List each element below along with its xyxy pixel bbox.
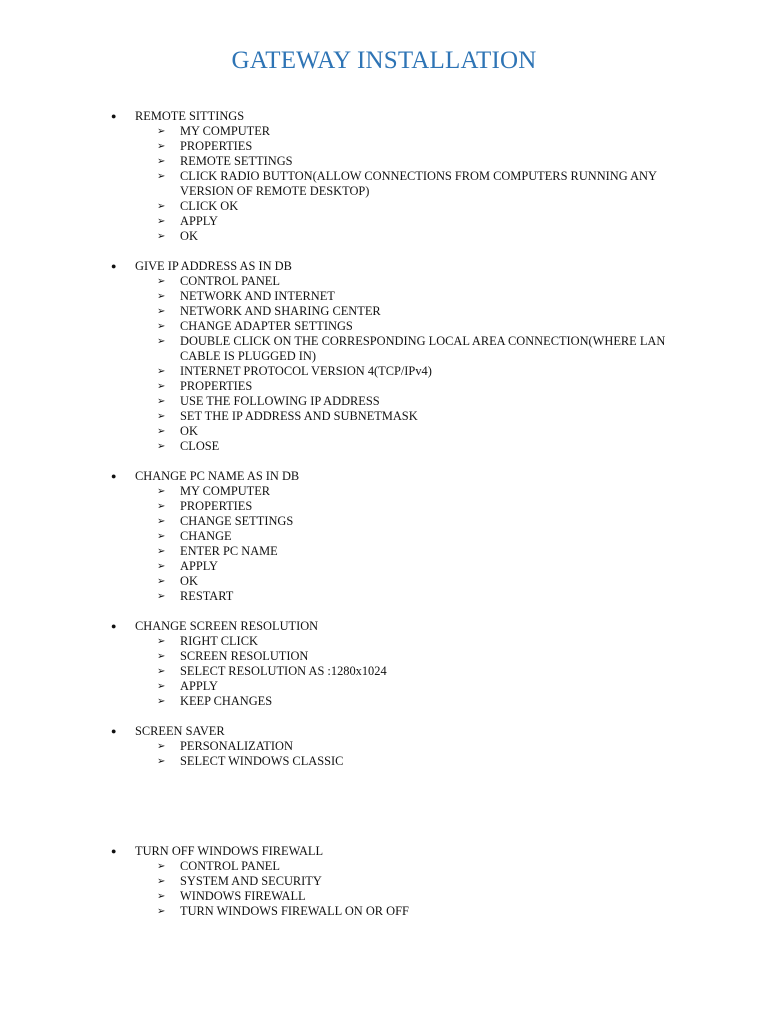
arrow-bullet-icon: ➢: [157, 906, 166, 917]
step-item: [0, 874, 768, 889]
step-item: [0, 379, 768, 394]
step-text: DOUBLE CLICK ON THE CORRESPONDING LOCAL AREA CONNECTION(WHERE LAN CABLE IS PLUGGED IN): [180, 334, 666, 363]
step-text: CONTROL PANEL: [180, 859, 280, 873]
step-text: NETWORK AND INTERNET: [180, 289, 335, 303]
step-item: [0, 499, 768, 514]
step-text: CHANGE ADAPTER SETTINGS: [180, 319, 353, 333]
arrow-bullet-icon: ➢: [157, 651, 166, 662]
arrow-bullet-icon: ➢: [157, 336, 166, 347]
page-title: GATEWAY INSTALLATION: [231, 47, 537, 74]
step-item: [0, 859, 768, 874]
arrow-bullet-icon: ➢: [157, 696, 166, 707]
arrow-bullet-icon: ➢: [157, 126, 166, 137]
step-item: [0, 439, 768, 454]
arrow-bullet-icon: ➢: [157, 231, 166, 242]
section: [0, 844, 768, 919]
arrow-bullet-icon: ➢: [157, 306, 166, 317]
step-text: USE THE FOLLOWING IP ADDRESS: [180, 394, 380, 408]
arrow-bullet-icon: ➢: [157, 291, 166, 302]
section: [0, 469, 768, 604]
step-text: APPLY: [180, 679, 219, 693]
step-item: [0, 754, 768, 769]
arrow-bullet-icon: ➢: [157, 321, 166, 332]
step-text: NETWORK AND SHARING CENTER: [180, 304, 381, 318]
step-text: SELECT WINDOWS CLASSIC: [180, 754, 344, 768]
step-text: CLICK OK: [180, 199, 239, 213]
step-text: SET THE IP ADDRESS AND SUBNETMASK: [180, 409, 418, 423]
step-text: KEEP CHANGES: [180, 694, 273, 708]
step-text: APPLY: [180, 559, 219, 573]
step-text: RESTART: [180, 589, 234, 603]
bullet-dot-icon: ●: [111, 621, 117, 631]
arrow-bullet-icon: ➢: [157, 441, 166, 452]
arrow-bullet-icon: ➢: [157, 426, 166, 437]
step-item: [0, 169, 768, 199]
step-item: [0, 634, 768, 649]
step-item: [0, 664, 768, 679]
step-text: SYSTEM AND SECURITY: [180, 874, 322, 888]
arrow-bullet-icon: ➢: [157, 756, 166, 767]
step-item: [0, 424, 768, 439]
step-text: PROPERTIES: [180, 499, 253, 513]
section-heading: GIVE IP ADDRESS AS IN DB: [135, 259, 292, 273]
section: [0, 109, 768, 244]
step-text: RIGHT CLICK: [180, 634, 258, 648]
step-item: [0, 739, 768, 754]
step-text: CHANGE SETTINGS: [180, 514, 294, 528]
step-item: [0, 274, 768, 289]
arrow-bullet-icon: ➢: [157, 876, 166, 887]
arrow-bullet-icon: ➢: [157, 381, 166, 392]
step-text: OK: [180, 229, 198, 243]
arrow-bullet-icon: ➢: [157, 411, 166, 422]
step-text: INTERNET PROTOCOL VERSION 4(TCP/IPv4): [180, 364, 432, 378]
arrow-bullet-icon: ➢: [157, 561, 166, 572]
step-text: ENTER PC NAME: [180, 544, 278, 558]
step-text: CHANGE: [180, 529, 232, 543]
step-text: CONTROL PANEL: [180, 274, 280, 288]
step-item: [0, 364, 768, 379]
arrow-bullet-icon: ➢: [157, 216, 166, 227]
bullet-dot-icon: ●: [111, 846, 117, 856]
arrow-bullet-icon: ➢: [157, 576, 166, 587]
arrow-bullet-icon: ➢: [157, 546, 166, 557]
arrow-bullet-icon: ➢: [157, 636, 166, 647]
step-item: [0, 409, 768, 424]
step-item: [0, 394, 768, 409]
bullet-dot-icon: ●: [111, 471, 117, 481]
arrow-bullet-icon: ➢: [157, 171, 166, 182]
step-item: [0, 154, 768, 169]
step-text: OK: [180, 424, 198, 438]
step-item: [0, 214, 768, 229]
arrow-bullet-icon: ➢: [157, 666, 166, 677]
step-item: [0, 529, 768, 544]
bullet-dot-icon: ●: [111, 261, 117, 271]
arrow-bullet-icon: ➢: [157, 741, 166, 752]
step-item: [0, 649, 768, 664]
step-item: [0, 139, 768, 154]
section-heading: TURN OFF WINDOWS FIREWALL: [135, 844, 324, 858]
step-item: [0, 694, 768, 709]
step-text: OK: [180, 574, 198, 588]
step-text: CLICK RADIO BUTTON(ALLOW CONNECTIONS FROM COMPUTERS RUNNING ANY VERSION OF REMOTE DESKTOP): [180, 169, 657, 198]
step-item: [0, 319, 768, 334]
section-heading-row: [0, 844, 768, 859]
step-item: [0, 484, 768, 499]
section-heading: CHANGE SCREEN RESOLUTION: [135, 619, 319, 633]
step-item: [0, 304, 768, 319]
section-heading: CHANGE PC NAME AS IN DB: [135, 469, 300, 483]
step-item: [0, 679, 768, 694]
step-item: [0, 124, 768, 139]
arrow-bullet-icon: ➢: [157, 891, 166, 902]
step-text: WINDOWS FIREWALL: [180, 889, 306, 903]
arrow-bullet-icon: ➢: [157, 366, 166, 377]
step-text: CLOSE: [180, 439, 220, 453]
step-text: PROPERTIES: [180, 379, 253, 393]
arrow-bullet-icon: ➢: [157, 141, 166, 152]
step-item: [0, 559, 768, 574]
arrow-bullet-icon: ➢: [157, 516, 166, 527]
section-heading-row: [0, 109, 768, 124]
step-text: MY COMPUTER: [180, 124, 271, 138]
step-item: [0, 889, 768, 904]
arrow-bullet-icon: ➢: [157, 276, 166, 287]
section-heading-row: [0, 619, 768, 634]
section-heading-row: [0, 259, 768, 274]
step-item: [0, 199, 768, 214]
step-text: PERSONALIZATION: [180, 739, 293, 753]
section-heading-row: [0, 724, 768, 739]
arrow-bullet-icon: ➢: [157, 531, 166, 542]
arrow-bullet-icon: ➢: [157, 681, 166, 692]
step-text: PROPERTIES: [180, 139, 253, 153]
section: [0, 259, 768, 454]
arrow-bullet-icon: ➢: [157, 396, 166, 407]
arrow-bullet-icon: ➢: [157, 861, 166, 872]
step-item: [0, 514, 768, 529]
section-heading-row: [0, 469, 768, 484]
arrow-bullet-icon: ➢: [157, 486, 166, 497]
section: [0, 724, 768, 769]
step-item: [0, 229, 768, 244]
step-text: REMOTE SETTINGS: [180, 154, 293, 168]
step-item: [0, 544, 768, 559]
step-item: [0, 334, 768, 364]
step-text: SELECT RESOLUTION AS :1280x1024: [180, 664, 387, 678]
section-heading: SCREEN SAVER: [135, 724, 225, 738]
step-item: [0, 574, 768, 589]
step-item: [0, 589, 768, 604]
arrow-bullet-icon: ➢: [157, 201, 166, 212]
step-text: SCREEN RESOLUTION: [180, 649, 309, 663]
section: [0, 619, 768, 709]
step-text: TURN WINDOWS FIREWALL ON OR OFF: [180, 904, 409, 918]
step-text: APPLY: [180, 214, 219, 228]
bullet-dot-icon: ●: [111, 111, 117, 121]
arrow-bullet-icon: ➢: [157, 156, 166, 167]
arrow-bullet-icon: ➢: [157, 501, 166, 512]
arrow-bullet-icon: ➢: [157, 591, 166, 602]
step-item: [0, 289, 768, 304]
step-text: MY COMPUTER: [180, 484, 271, 498]
step-item: [0, 904, 768, 919]
bullet-dot-icon: ●: [111, 726, 117, 736]
section-heading: REMOTE SITTINGS: [135, 109, 245, 123]
